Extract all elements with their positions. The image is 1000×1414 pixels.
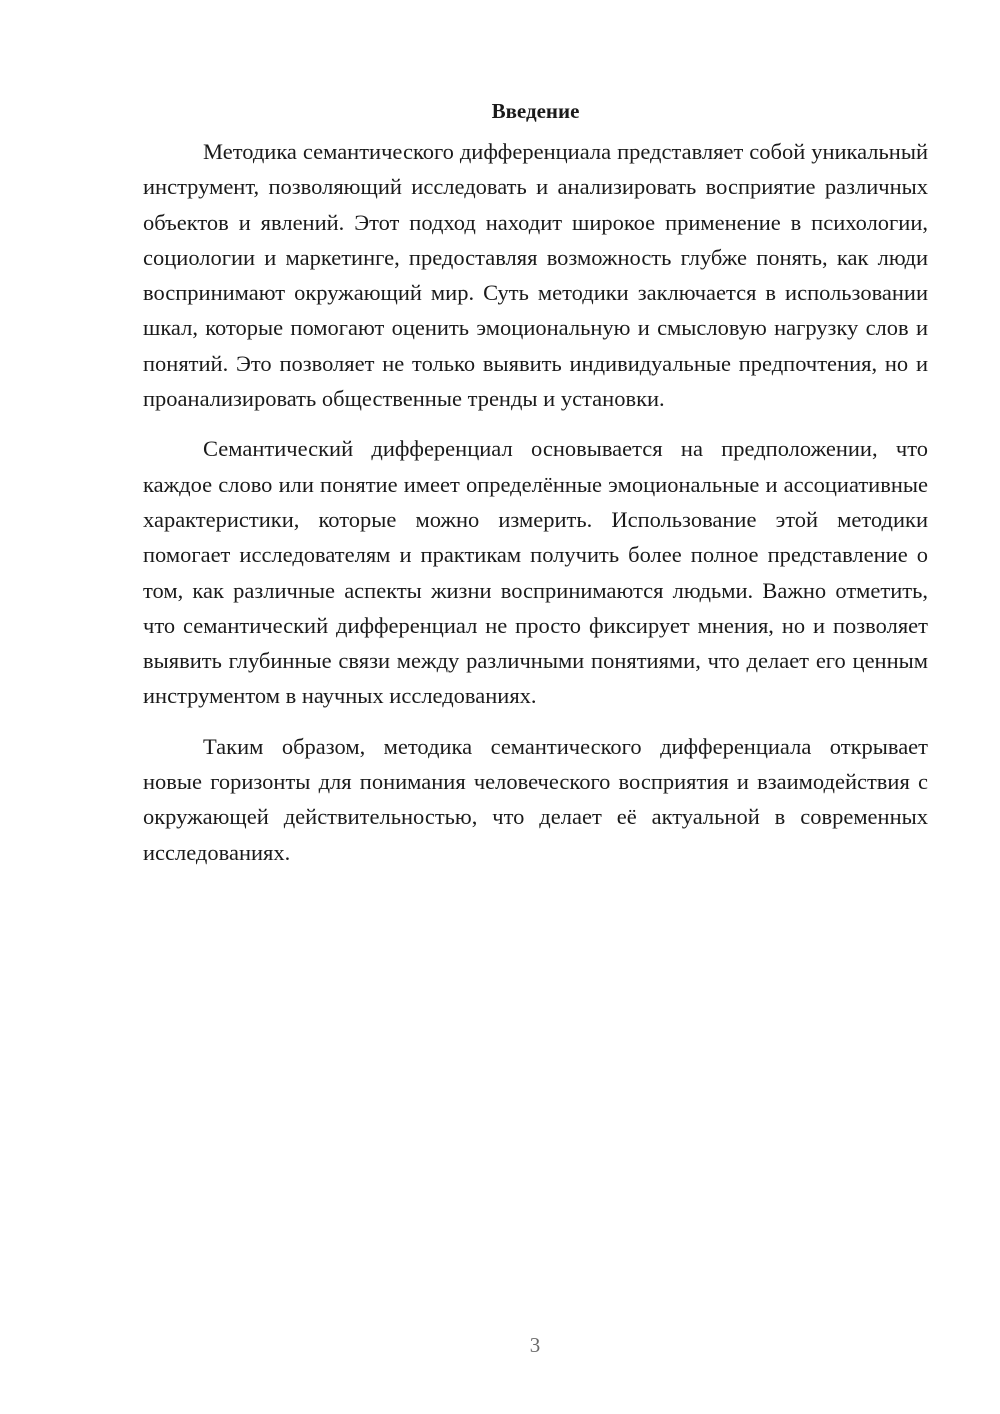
paragraph-3: Таким образом, методика семантического дифференциала открывает новые горизонты для понимания человеческого восприятия и взаимодействия с окружающей действительностью, что делает её актуальной в современных исследованиях. bbox=[143, 733, 928, 865]
paragraph-2: Семантический дифференциал основывается на предположении, что каждое слово или понятие имеет определённые эмоциональные и ассоциативные характеристики, которые можно измерить. Использование этой методики помогает исследователям и практикам получить более полное представление о том, как различные аспекты жизни воспринимаются людьми. Важно отметить, что семантический дифференциал не просто фиксирует мнения, но и позволяет выявить глубинные связи между различными понятиями, что делает его ценным инструментом в научных исследованиях. bbox=[143, 436, 928, 709]
paragraph-1: Методика семантического дифференциала представляет собой уникальный инструмент, позволяющий исследовать и анализировать восприятие различных объектов и явлений. Этот подход находит широкое применение в психологии, социологии и маркетинге, предоставляя возможность глубже понять, как люди воспринимают окружающий мир. Суть методики заключается в использовании шкал, которые помогают оценить эмоциональную и смысловую нагрузку слов и понятий. Это позволяет не только выявить индивидуальные предпочтения, но и проанализировать общественные тренды и установки. bbox=[143, 139, 928, 412]
page-content bbox=[143, 93, 928, 885]
page-number: 3 bbox=[529, 1333, 541, 1357]
section-heading: Введение bbox=[491, 99, 580, 123]
